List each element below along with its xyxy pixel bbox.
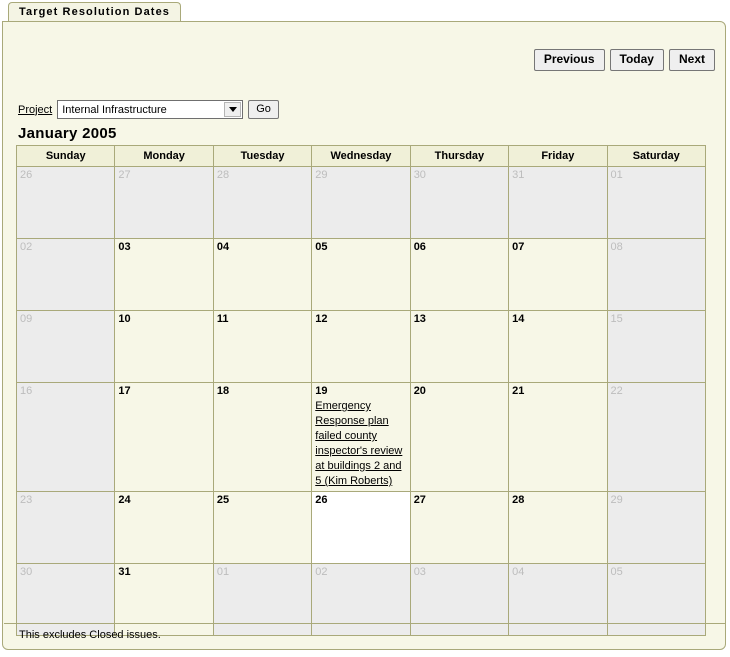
calendar-day-cell[interactable]	[17, 564, 115, 636]
calendar-day-cell[interactable]	[17, 383, 115, 492]
calendar-day-cell[interactable]	[509, 492, 607, 564]
weekday-header-friday: Friday	[509, 146, 607, 167]
calendar-day-number: 05	[610, 566, 623, 578]
calendar-body	[17, 167, 706, 636]
calendar-day-cell[interactable]	[509, 167, 607, 239]
calendar-navigation	[534, 49, 715, 71]
calendar-day-cell[interactable]	[312, 492, 410, 564]
calendar-day-cell[interactable]	[312, 564, 410, 636]
calendar-day-number: 03	[413, 566, 426, 578]
calendar-day-number: 31	[118, 566, 131, 578]
next-button[interactable]: Next	[669, 49, 715, 71]
go-button[interactable]: Go	[248, 100, 279, 119]
panel-body	[2, 21, 726, 650]
calendar-day-number: 29	[315, 169, 328, 181]
calendar-day-cell[interactable]	[410, 383, 508, 492]
calendar-day-cell[interactable]	[312, 239, 410, 311]
weekday-header-thursday: Thursday	[410, 146, 508, 167]
calendar-day-number: 31	[512, 169, 525, 181]
weekday-header-monday: Monday	[115, 146, 213, 167]
month-title: January 2005	[18, 125, 117, 142]
calendar-day-number: 17	[118, 385, 131, 397]
weekday-header-sunday: Sunday	[17, 146, 115, 167]
footer-divider	[4, 623, 726, 624]
calendar-day-cell[interactable]	[115, 239, 213, 311]
footer-note: This excludes Closed issues.	[19, 629, 161, 641]
calendar-day-number: 26	[20, 169, 33, 181]
project-select[interactable]	[57, 100, 243, 119]
calendar-day-cell[interactable]	[312, 311, 410, 383]
calendar-day-cell[interactable]	[17, 311, 115, 383]
calendar-day-cell[interactable]	[509, 311, 607, 383]
calendar-day-cell[interactable]	[410, 564, 508, 636]
calendar-day-cell[interactable]	[607, 492, 705, 564]
calendar-day-number: 10	[118, 313, 131, 325]
calendar-week-row	[17, 564, 706, 636]
target-resolution-dates-panel	[2, 2, 726, 652]
calendar-day-cell[interactable]	[213, 311, 311, 383]
weekday-header-wednesday: Wednesday	[312, 146, 410, 167]
calendar-day-number: 25	[216, 494, 230, 506]
weekday-header-saturday: Saturday	[607, 146, 705, 167]
calendar-day-cell[interactable]	[312, 383, 410, 492]
calendar-day-number: 04	[216, 241, 230, 253]
calendar-day-cell[interactable]	[509, 383, 607, 492]
calendar-day-number: 20	[413, 385, 426, 397]
calendar-week-row	[17, 492, 706, 564]
chevron-down-icon	[224, 102, 241, 117]
calendar-day-number: 23	[20, 494, 33, 506]
calendar-day-number: 12	[315, 313, 328, 325]
calendar-day-number: 19	[315, 385, 328, 397]
panel-tab-strip	[2, 2, 726, 22]
calendar-day-cell[interactable]	[115, 383, 213, 492]
calendar-week-row	[17, 311, 706, 383]
calendar-day-cell[interactable]	[607, 239, 705, 311]
calendar-day-number: 02	[315, 566, 328, 578]
tab-label: Target Resolution Dates	[19, 6, 171, 18]
calendar-day-number: 16	[20, 385, 33, 397]
calendar-day-cell[interactable]	[410, 167, 508, 239]
project-filter-row	[18, 100, 279, 119]
calendar-day-cell[interactable]	[17, 492, 115, 564]
calendar-day-cell[interactable]	[607, 383, 705, 492]
calendar-day-cell[interactable]	[17, 167, 115, 239]
calendar-day-cell[interactable]	[410, 239, 508, 311]
calendar-day-number: 21	[512, 385, 525, 397]
calendar-day-cell[interactable]	[115, 311, 213, 383]
calendar-day-cell[interactable]	[312, 167, 410, 239]
calendar-day-number: 22	[610, 385, 623, 397]
calendar-day-number: 29	[610, 494, 623, 506]
previous-button[interactable]: Previous	[534, 49, 605, 71]
calendar-day-cell[interactable]	[607, 564, 705, 636]
calendar-day-number: 08	[610, 241, 623, 253]
weekday-header-tuesday: Tuesday	[213, 146, 311, 167]
calendar-day-cell[interactable]	[509, 239, 607, 311]
calendar-day-cell[interactable]	[213, 239, 311, 311]
project-select-value: Internal Infrastructure	[62, 103, 167, 116]
calendar-day-number: 28	[512, 494, 525, 506]
calendar-day-number: 09	[20, 313, 33, 325]
calendar-day-cell[interactable]	[213, 167, 311, 239]
calendar-day-number: 05	[315, 241, 328, 253]
calendar-day-number: 27	[413, 494, 426, 506]
calendar-day-cell[interactable]	[607, 167, 705, 239]
today-button[interactable]: Today	[610, 49, 664, 71]
calendar-day-number: 13	[413, 313, 426, 325]
calendar-day-number: 06	[413, 241, 426, 253]
calendar-day-cell[interactable]	[115, 492, 213, 564]
calendar-day-cell[interactable]	[607, 311, 705, 383]
calendar-day-cell[interactable]	[213, 492, 311, 564]
calendar-day-cell[interactable]	[410, 492, 508, 564]
calendar-day-number: 03	[118, 241, 131, 253]
calendar-day-cell[interactable]	[17, 239, 115, 311]
calendar-day-number: 30	[413, 169, 426, 181]
calendar-day-number: 27	[118, 169, 131, 181]
calendar-day-cell[interactable]	[410, 311, 508, 383]
calendar-header-row	[17, 146, 706, 167]
calendar-day-cell[interactable]	[213, 383, 311, 492]
calendar-day-cell[interactable]	[509, 564, 607, 636]
calendar-week-row	[17, 167, 706, 239]
calendar-day-number: 15	[610, 313, 623, 325]
calendar-day-number: 04	[512, 566, 525, 578]
calendar-day-number: 02	[20, 241, 33, 253]
calendar-day-cell[interactable]	[115, 167, 213, 239]
calendar-day-number: 26	[315, 494, 328, 506]
calendar-day-number: 30	[20, 566, 33, 578]
calendar-day-number: 18	[216, 385, 230, 397]
calendar-day-cell[interactable]	[213, 564, 311, 636]
calendar-week-row	[17, 383, 706, 492]
calendar-day-number: 14	[512, 313, 525, 325]
project-label[interactable]: Project	[18, 103, 53, 116]
calendar-day-number: 07	[512, 241, 525, 253]
calendar-day-number: 01	[216, 566, 230, 578]
calendar-day-number: 24	[118, 494, 131, 506]
calendar-day-number: 28	[216, 169, 230, 181]
calendar-table	[16, 145, 706, 636]
tab-target-resolution-dates[interactable]	[8, 2, 181, 21]
calendar-day-number: 01	[610, 169, 623, 181]
calendar-day-cell[interactable]	[115, 564, 213, 636]
calendar-week-row	[17, 239, 706, 311]
issue-link[interactable]: Emergency Response plan failed county inspector's review at buildings 2 and 5 (Kim Roberts)	[315, 400, 403, 487]
calendar-day-number: 11	[216, 313, 229, 325]
